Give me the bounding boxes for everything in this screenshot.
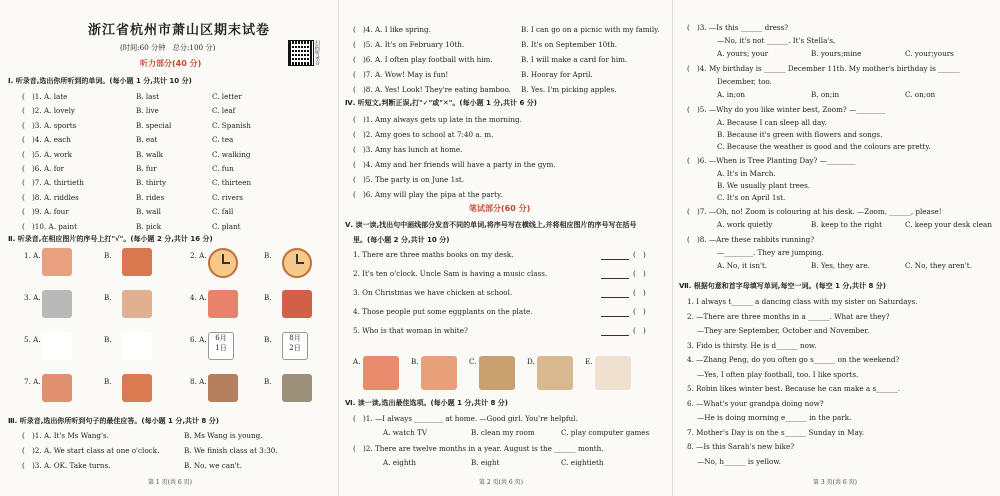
fill-sentence[interactable]: —Yes, I often play football, too. I like sports. bbox=[697, 369, 859, 379]
picture-option[interactable] bbox=[208, 290, 238, 318]
word-option-c[interactable]: C. leaf bbox=[212, 106, 236, 116]
word-option-b[interactable]: B. rides bbox=[136, 192, 165, 202]
picture-option[interactable] bbox=[122, 248, 152, 276]
word-option-a[interactable]: ( )10. A. paint bbox=[22, 221, 77, 231]
fill-sentence[interactable]: 6. —What's your grandpa doing now? bbox=[687, 398, 824, 408]
fill-sentence[interactable]: —He is doing morning e______ in the park. bbox=[697, 413, 852, 422]
mc-option[interactable]: B. Yes, they are. bbox=[811, 261, 870, 270]
section-4-title: Ⅳ. 听短文,判断正误,打"✓"或"✕"。(每小题 1 分,共计 6 分) bbox=[345, 99, 537, 107]
word-option-c[interactable]: C. letter bbox=[212, 92, 242, 101]
response-option-b[interactable]: B. Hooray for April. bbox=[521, 70, 593, 79]
fill-sentence[interactable]: 7. Mother's Day is on the s______ Sunday in May. bbox=[687, 427, 865, 437]
response-option-b[interactable]: B. It's on September 10th. bbox=[521, 40, 618, 49]
picture-label: C. bbox=[469, 357, 477, 366]
mc-question: ( )6. —When is Tree Planting Day? —________ bbox=[687, 156, 856, 165]
picture-option[interactable] bbox=[208, 374, 238, 402]
response-option-a[interactable]: ( )8. A. Yes! Look! They're eating bamboo. bbox=[353, 85, 511, 94]
phonics-picture[interactable] bbox=[421, 356, 457, 390]
answer-bracket[interactable]: ( ) bbox=[633, 269, 646, 278]
picture-label: B. bbox=[264, 377, 272, 386]
picture-label: B. bbox=[104, 335, 112, 344]
answer-blank[interactable] bbox=[601, 259, 629, 260]
picture-label: B. bbox=[104, 293, 112, 302]
phonics-sentence: 5. Who is that woman in white? bbox=[353, 326, 468, 335]
picture-label: 7. A. bbox=[24, 377, 41, 386]
page-1 bbox=[8, 0, 326, 496]
response-option-a[interactable]: ( )2. A. We start class at one o'clock. bbox=[22, 446, 160, 455]
mc-option[interactable]: C. keep your desk clean bbox=[905, 220, 992, 229]
statement[interactable]: ( )5. The party is on June 1st. bbox=[353, 175, 465, 184]
word-option-c[interactable]: C. thirteen bbox=[212, 178, 252, 188]
mc-option[interactable]: A. yours; your bbox=[717, 49, 769, 58]
mc-option-a[interactable]: A. eighth bbox=[383, 458, 417, 467]
picture-label: D. bbox=[527, 357, 535, 366]
word-option-a[interactable]: ( )9. A. four bbox=[22, 207, 69, 217]
mc-question: ( )8. —Are these rabbits running? bbox=[687, 235, 815, 244]
calendar-icon[interactable]: 8月 2日 bbox=[282, 332, 308, 360]
mc-option[interactable]: C. your;yours bbox=[905, 49, 954, 58]
picture-option[interactable] bbox=[282, 290, 312, 318]
section-5-title-cont: 里。(每小题 2 分,共计 10 分) bbox=[353, 236, 450, 244]
mc-option[interactable]: B. Because it's green with flowers and songs. bbox=[717, 130, 883, 139]
response-option-b[interactable]: B. I can go on a picnic with my family. bbox=[521, 25, 660, 34]
word-option-c[interactable]: C. rivers bbox=[212, 192, 243, 202]
mc-option[interactable]: C. It's on April 1st. bbox=[717, 193, 786, 202]
picture-label: B. bbox=[104, 251, 112, 260]
calendar-icon[interactable]: 6月 1日 bbox=[208, 332, 234, 360]
page-2 bbox=[338, 0, 663, 496]
section-6-title: Ⅵ. 读一读,选出最佳选项。(每小题 1 分,共计 8 分) bbox=[345, 399, 508, 407]
answer-blank[interactable] bbox=[601, 278, 629, 279]
word-option-c[interactable]: C. tea bbox=[212, 135, 234, 145]
picture-label: 3. A. bbox=[24, 293, 41, 302]
phonics-picture[interactable] bbox=[479, 356, 515, 390]
picture-option[interactable] bbox=[282, 374, 312, 402]
word-option-a[interactable]: ( )1. A. late bbox=[22, 92, 68, 101]
word-option-c[interactable]: C. plant bbox=[212, 221, 241, 231]
mc-option[interactable]: C. No, they aren't. bbox=[905, 261, 972, 270]
picture-option[interactable] bbox=[122, 290, 152, 318]
answer-blank[interactable] bbox=[601, 297, 629, 298]
mc-option[interactable]: A. Because I can sleep all day. bbox=[717, 118, 827, 127]
statement[interactable]: ( )1. Amy always gets up late in the morning. bbox=[353, 115, 522, 124]
page-footer-3: 第 3 页(共 6 页) bbox=[813, 479, 857, 486]
statement[interactable]: ( )6. Amy will play the pipa at the party. bbox=[353, 190, 503, 199]
statement[interactable]: ( )2. Amy goes to school at 7:40 a. m. bbox=[353, 130, 494, 139]
picture-label: 8. A. bbox=[190, 377, 207, 386]
answer-bracket[interactable]: ( ) bbox=[633, 288, 646, 297]
response-option-a[interactable]: ( )6. A. I often play football with him. bbox=[353, 55, 493, 64]
clock-icon[interactable] bbox=[282, 248, 312, 278]
response-option-b[interactable]: B. Yes. I'm picking apples. bbox=[521, 85, 617, 94]
section-7-title: Ⅶ. 根据句意和首字母填写单词,每空一词。(每空 1 分,共计 8 分) bbox=[679, 282, 887, 290]
word-option-c[interactable]: C. Spanish bbox=[212, 120, 251, 130]
mc-question: ( )2. There are twelve months in a year. August is the ______ month. bbox=[353, 444, 604, 453]
word-option-a[interactable]: ( )3. A. sports bbox=[22, 120, 77, 130]
statement[interactable]: ( )4. Amy and her friends will have a party in the gym. bbox=[353, 160, 556, 169]
response-option-a[interactable]: ( )7. A. Wow! May is fun! bbox=[353, 70, 449, 79]
picture-label: B. bbox=[264, 251, 272, 260]
mc-question: ( )3. —Is this ______ dress? bbox=[687, 23, 789, 32]
word-option-a[interactable]: ( )2. A. lovely bbox=[22, 106, 75, 116]
response-option-a[interactable]: ( )4. A. I like spring. bbox=[353, 25, 431, 34]
phonics-sentence: 3. On Christmas we have chicken at school. bbox=[353, 288, 513, 297]
picture-label: 4. A. bbox=[190, 293, 207, 302]
qr-code-icon[interactable] bbox=[288, 40, 314, 66]
mc-option[interactable]: B. keep to the right bbox=[811, 220, 883, 229]
word-option-b[interactable]: B. live bbox=[136, 106, 159, 116]
picture-label: A. bbox=[353, 357, 361, 366]
phonics-picture[interactable] bbox=[537, 356, 573, 390]
phonics-picture[interactable] bbox=[363, 356, 399, 390]
mc-option[interactable]: A. work quietly bbox=[717, 220, 773, 229]
mc-question-cont: December, too. bbox=[717, 77, 772, 86]
mc-option-c[interactable]: C. play computer games bbox=[561, 428, 650, 437]
picture-option[interactable] bbox=[122, 332, 152, 360]
picture-label: 5. A. bbox=[24, 335, 41, 344]
picture-label: B. bbox=[264, 335, 272, 344]
mc-question: ( )4. My birthday is ______ December 11th. My mother's birthday is ______ bbox=[687, 64, 960, 73]
response-option-a[interactable]: ( )3. A. OK. Take turns. bbox=[22, 461, 111, 470]
phonics-sentence: 4. Those people put some eggplants on the plate. bbox=[353, 307, 533, 316]
picture-label: 1. A. bbox=[24, 251, 41, 260]
exam-title: 浙江省杭州市萧山区期末试卷 bbox=[88, 23, 271, 38]
response-option-b[interactable]: B. Ms Wang is young. bbox=[184, 431, 263, 440]
fill-sentence[interactable]: 5. Robin likes winter best. Because he can make a s______. bbox=[687, 384, 901, 393]
response-option-b[interactable]: B. No, we can't. bbox=[184, 461, 242, 470]
fill-sentence[interactable]: —No, h______ is yellow. bbox=[697, 456, 781, 466]
answer-bracket[interactable]: ( ) bbox=[633, 250, 646, 259]
word-option-b[interactable]: B. eat bbox=[136, 135, 158, 145]
qr-caption: 扫码听录音 bbox=[314, 40, 320, 65]
word-option-c[interactable]: C. fall bbox=[212, 207, 234, 217]
word-option-a[interactable]: ( )7. A. thirtieth bbox=[22, 178, 84, 188]
mc-option[interactable]: C. Because the weather is good and the colours are pretty. bbox=[717, 142, 931, 151]
section-1-title: Ⅰ. 听录音,选出你所听到的单词。(每小题 1 分,共计 10 分) bbox=[8, 77, 192, 85]
picture-label: 6. A. bbox=[190, 335, 207, 344]
response-option-b[interactable]: B. I will make a card for him. bbox=[521, 55, 628, 64]
fill-sentence[interactable]: —They are September, October and November. bbox=[697, 326, 870, 335]
mc-question: ( )5. —Why do you like winter best, Zoom? —________ bbox=[687, 105, 885, 114]
answer-bracket[interactable]: ( ) bbox=[633, 307, 646, 316]
mc-question: ( )1. —I always ________ at home. —Good girl. You're helpful. bbox=[353, 414, 578, 423]
word-option-b[interactable]: B. pick bbox=[136, 221, 162, 231]
fill-sentence[interactable]: 3. Fido is thirsty. He is d______ now. bbox=[687, 340, 817, 350]
mc-question-cont: —________. They are jumping. bbox=[717, 248, 824, 257]
response-option-a[interactable]: ( )1. A. It's Ms Wang's. bbox=[22, 431, 109, 440]
section-3-title: Ⅲ. 听录音,选出你所听到句子的最佳应答。(每小题 1 分,共计 8 分) bbox=[8, 417, 219, 425]
mc-option-b[interactable]: B. clean my room bbox=[471, 428, 535, 437]
mc-option[interactable]: C. on;on bbox=[905, 90, 936, 99]
fill-sentence[interactable]: 8. —Is this Sarah's new bike? bbox=[687, 442, 795, 451]
answer-blank[interactable] bbox=[601, 316, 629, 317]
word-option-c[interactable]: C. fun bbox=[212, 164, 234, 173]
word-option-b[interactable]: B. wall bbox=[136, 207, 161, 217]
mc-option[interactable]: A. It's in March. bbox=[717, 169, 776, 178]
page-3 bbox=[672, 0, 994, 496]
picture-label: B. bbox=[104, 377, 112, 386]
response-option-a[interactable]: ( )5. A. It's on February 10th. bbox=[353, 40, 465, 49]
picture-label: B. bbox=[411, 357, 419, 366]
picture-option[interactable] bbox=[42, 332, 72, 360]
fill-sentence[interactable]: 2. —There are three months in a ______. What are they? bbox=[687, 311, 890, 321]
word-option-c[interactable]: C. walking bbox=[212, 149, 251, 159]
picture-option[interactable] bbox=[42, 290, 72, 318]
page-footer-2: 第 2 页(共 6 页) bbox=[479, 479, 523, 486]
mc-question-cont: —No, it's not ______. It's Stella's. bbox=[717, 36, 836, 45]
word-option-b[interactable]: B. thirty bbox=[136, 178, 167, 188]
mc-option[interactable]: B. We usually plant trees. bbox=[717, 181, 811, 190]
fill-sentence[interactable]: 4. —Zhang Peng, do you often go s______ on the weekend? bbox=[687, 355, 900, 364]
section-2-title: Ⅱ. 听录音,在相应图片的序号上打"√"。(每小题 2 分,共计 16 分) bbox=[8, 235, 213, 243]
word-option-a[interactable]: ( )6. A. for bbox=[22, 164, 65, 173]
mc-option[interactable]: A. No, it isn't. bbox=[717, 261, 768, 270]
picture-label: B. bbox=[264, 293, 272, 302]
page-footer-1: 第 1 页(共 6 页) bbox=[148, 479, 192, 486]
answer-blank[interactable] bbox=[601, 335, 629, 336]
word-option-b[interactable]: B. fur bbox=[136, 164, 157, 173]
picture-label: E. bbox=[585, 357, 593, 366]
phonics-sentence: 1. There are three maths books on my desk. bbox=[353, 250, 514, 259]
phonics-picture[interactable] bbox=[595, 356, 631, 390]
clock-icon[interactable] bbox=[208, 248, 238, 278]
time-score: (时间:60 分钟 总分:100 分) bbox=[120, 43, 216, 52]
mc-option-c[interactable]: C. eightieth bbox=[561, 458, 604, 467]
word-option-a[interactable]: ( )4. A. each bbox=[22, 135, 71, 145]
word-option-b[interactable]: B. walk bbox=[136, 149, 163, 159]
writing-heading: 笔试部分(60 分) bbox=[469, 204, 531, 213]
listening-heading: 听力部分(40 分) bbox=[140, 59, 202, 68]
section-5-title: Ⅴ. 读一读,找出句中画线部分发音不同的单词,将序号写在横线上,并将相应图片的序号写在括号 bbox=[345, 221, 637, 229]
word-option-b[interactable]: B. last bbox=[136, 92, 160, 101]
word-option-a[interactable]: ( )8. A. riddles bbox=[22, 192, 79, 202]
fill-sentence[interactable]: 1. I always t______ a dancing class with my sister on Saturdays. bbox=[687, 297, 918, 306]
statement[interactable]: ( )3. Amy has lunch at home. bbox=[353, 145, 463, 154]
picture-label: 2. A. bbox=[190, 251, 207, 260]
mc-option-a[interactable]: A. watch TV bbox=[383, 428, 428, 437]
mc-option-b[interactable]: B. eight bbox=[471, 458, 500, 467]
mc-option[interactable]: B. yours;mine bbox=[811, 49, 862, 58]
response-option-b[interactable]: B. We finish class at 3:30. bbox=[184, 446, 278, 455]
word-option-a[interactable]: ( )5. A. work bbox=[22, 149, 72, 159]
word-option-b[interactable]: B. special bbox=[136, 120, 172, 130]
picture-option[interactable] bbox=[42, 248, 72, 276]
picture-option[interactable] bbox=[122, 374, 152, 402]
mc-question: ( )7. —Oh, no! Zoom is colouring at his desk. —Zoom, ______, please! bbox=[687, 207, 942, 216]
mc-option[interactable]: B. on;in bbox=[811, 90, 840, 99]
phonics-sentence: 2. It's ten o'clock. Uncle Sam is having a music class. bbox=[353, 269, 548, 278]
picture-option[interactable] bbox=[42, 374, 72, 402]
answer-bracket[interactable]: ( ) bbox=[633, 326, 646, 335]
mc-option[interactable]: A. in;on bbox=[717, 90, 746, 99]
